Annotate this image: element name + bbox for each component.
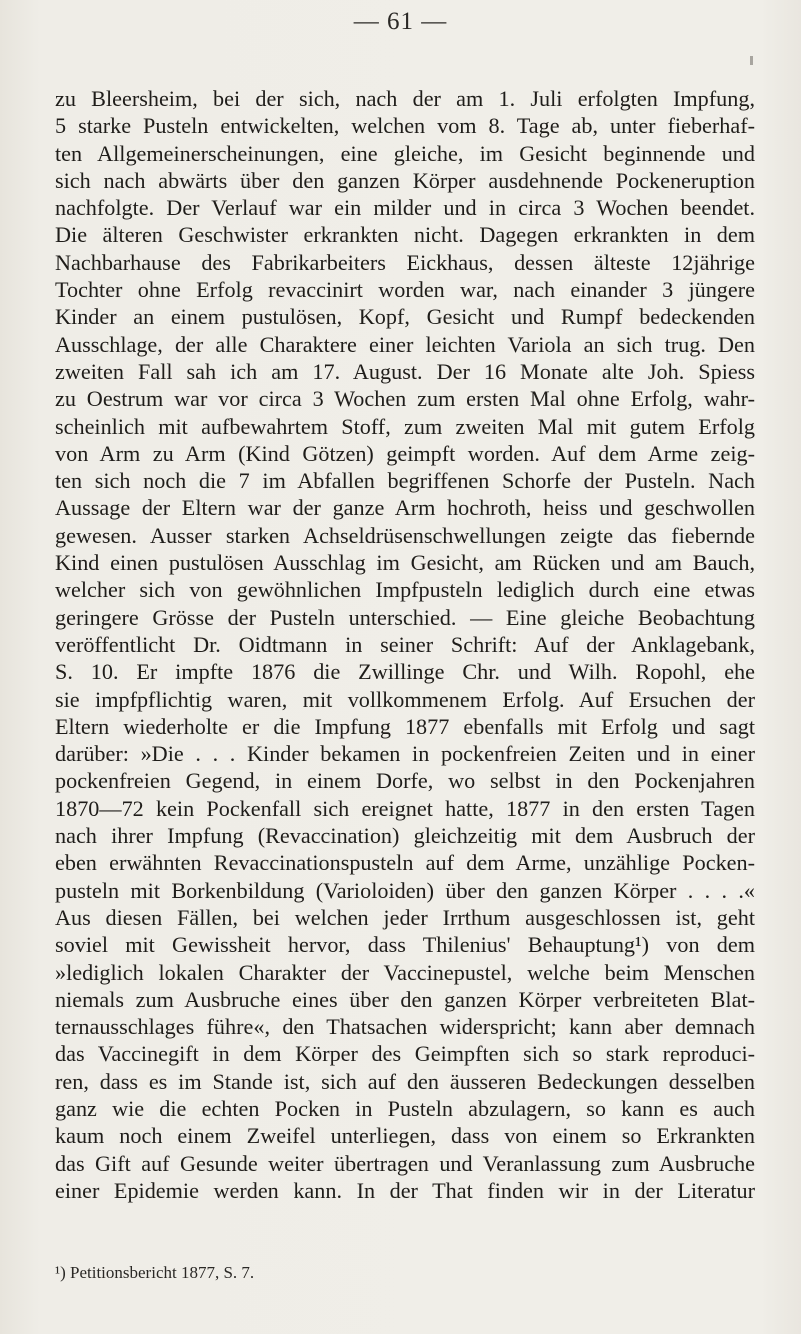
text-line: Kinder an einem pustulösen, Kopf, Gesicht und Rumpf bedeckenden xyxy=(55,304,755,330)
text-line: Die älteren Geschwister erkrankten nicht. Dagegen erkrankten in dem xyxy=(55,222,755,248)
text-line: Tochter ohne Erfolg revaccinirt worden war, nach einander 3 jüngere xyxy=(55,277,755,303)
text-line: eben erwähnten Revaccinationspusteln auf dem Arme, unzählige Pocken- xyxy=(55,850,755,876)
text-line: einer Epidemie werden kann. In der That finden wir in der Literatur xyxy=(55,1177,755,1203)
scan-mark xyxy=(750,56,753,65)
text-line: Ausschlage, der alle Charaktere einer leichten Variola an sich trug. Den xyxy=(55,331,755,357)
text-line: niemals zum Ausbruche eines über den ganzen Körper verbreiteten Blat- xyxy=(55,986,755,1012)
text-line: 5 starke Pusteln entwickelten, welchen vom 8. Tage ab, unter fieberhaf- xyxy=(55,113,755,139)
text-line: »lediglich lokalen Charakter der Vaccinepustel, welche beim Menschen xyxy=(55,959,755,985)
text-line: Eltern wiederholte er die Impfung 1877 ebenfalls mit Erfolg und sagt xyxy=(55,713,755,739)
text-line: das Gift auf Gesunde weiter übertragen und Veranlassung zum Ausbruche xyxy=(55,1150,755,1176)
text-line: von Arm zu Arm (Kind Götzen) geimpft worden. Auf dem Arme zeig- xyxy=(55,440,755,466)
text-line: soviel mit Gewissheit hervor, dass Thilenius' Behauptung¹) von dem xyxy=(55,932,755,958)
text-line: ganz wie die echten Pocken in Pusteln abzulagern, so kann es auch xyxy=(55,1095,755,1121)
text-line: welcher sich von gewöhnlichen Impfpusteln lediglich durch eine etwas xyxy=(55,577,755,603)
text-line: nachfolgte. Der Verlauf war ein milder und in circa 3 Wochen beendet. xyxy=(55,195,755,221)
text-line: zweiten Fall sah ich am 17. August. Der 16 Monate alte Joh. Spiess xyxy=(55,358,755,384)
text-line: Aussage der Eltern war der ganze Arm hochroth, heiss und geschwollen xyxy=(55,495,755,521)
text-line: sich nach abwärts über den ganzen Körper ausdehnende Pockeneruption xyxy=(55,167,755,193)
text-line: S. 10. Er impfte 1876 die Zwillinge Chr. und Wilh. Ropohl, ehe xyxy=(55,659,755,685)
text-line: pockenfreien Gegend, in einem Dorfe, wo selbst in den Pockenjahren xyxy=(55,768,755,794)
text-line: ten sich noch die 7 im Abfallen begriffenen Schorfe der Pusteln. Nach xyxy=(55,468,755,494)
text-line: veröffentlicht Dr. Oidtmann in seiner Schrift: Auf der Anklagebank, xyxy=(55,631,755,657)
text-line: ten Allgemeinerscheinungen, eine gleiche, im Gesicht beginnende und xyxy=(55,140,755,166)
text-line: scheinlich mit aufbewahrtem Stoff, zum zweiten Mal mit gutem Erfolg xyxy=(55,413,755,439)
text-line: das Vaccinegift in dem Körper des Geimpften sich so stark reproduci- xyxy=(55,1041,755,1067)
page-number-header: — 61 — xyxy=(353,8,448,35)
text-line: sie impfpflichtig waren, mit vollkommenem Erfolg. Auf Ersuchen der xyxy=(55,686,755,712)
text-line: zu Oestrum war vor circa 3 Wochen zum ersten Mal ohne Erfolg, wahr- xyxy=(55,386,755,412)
text-line: ren, dass es im Stande ist, sich auf den äusseren Bedeckungen desselben xyxy=(55,1068,755,1094)
text-line: Kind einen pustulösen Ausschlag im Gesicht, am Rücken und am Bauch, xyxy=(55,550,755,576)
footnote: ¹) Petitionsbericht 1877, S. 7. xyxy=(55,1263,255,1282)
text-line: nach ihrer Impfung (Revaccination) gleichzeitig mit dem Ausbruch der xyxy=(55,823,755,849)
text-line: ternausschlages führe«, den Thatsachen widerspricht; kann aber demnach xyxy=(55,1014,755,1040)
body-text xyxy=(55,85,755,1204)
text-line: 1870—72 kein Pockenfall sich ereignet hatte, 1877 in den ersten Tagen xyxy=(55,795,755,821)
text-line: darüber: »Die . . . Kinder bekamen in pockenfreien Zeiten und in einer xyxy=(55,741,755,767)
text-line: geringere Grösse der Pusteln unterschied. — Eine gleiche Beobachtung xyxy=(55,604,755,630)
text-line: Nachbarhause des Fabrikarbeiters Eickhaus, dessen älteste 12jährige xyxy=(55,249,755,275)
text-line: zu Bleersheim, bei der sich, nach der am 1. Juli erfolgten Impfung, xyxy=(55,86,755,111)
text-line: Aus diesen Fällen, bei welchen jeder Irrthum ausgeschlossen ist, geht xyxy=(55,904,755,930)
text-line: kaum noch einem Zweifel unterliegen, dass von einem so Erkrankten xyxy=(55,1123,755,1149)
text-line: gewesen. Ausser starken Achseldrüsenschwellungen zeigte das fiebernde xyxy=(55,522,755,548)
text-line: pusteln mit Borkenbildung (Varioloiden) über den ganzen Körper . . . .« xyxy=(55,877,755,903)
